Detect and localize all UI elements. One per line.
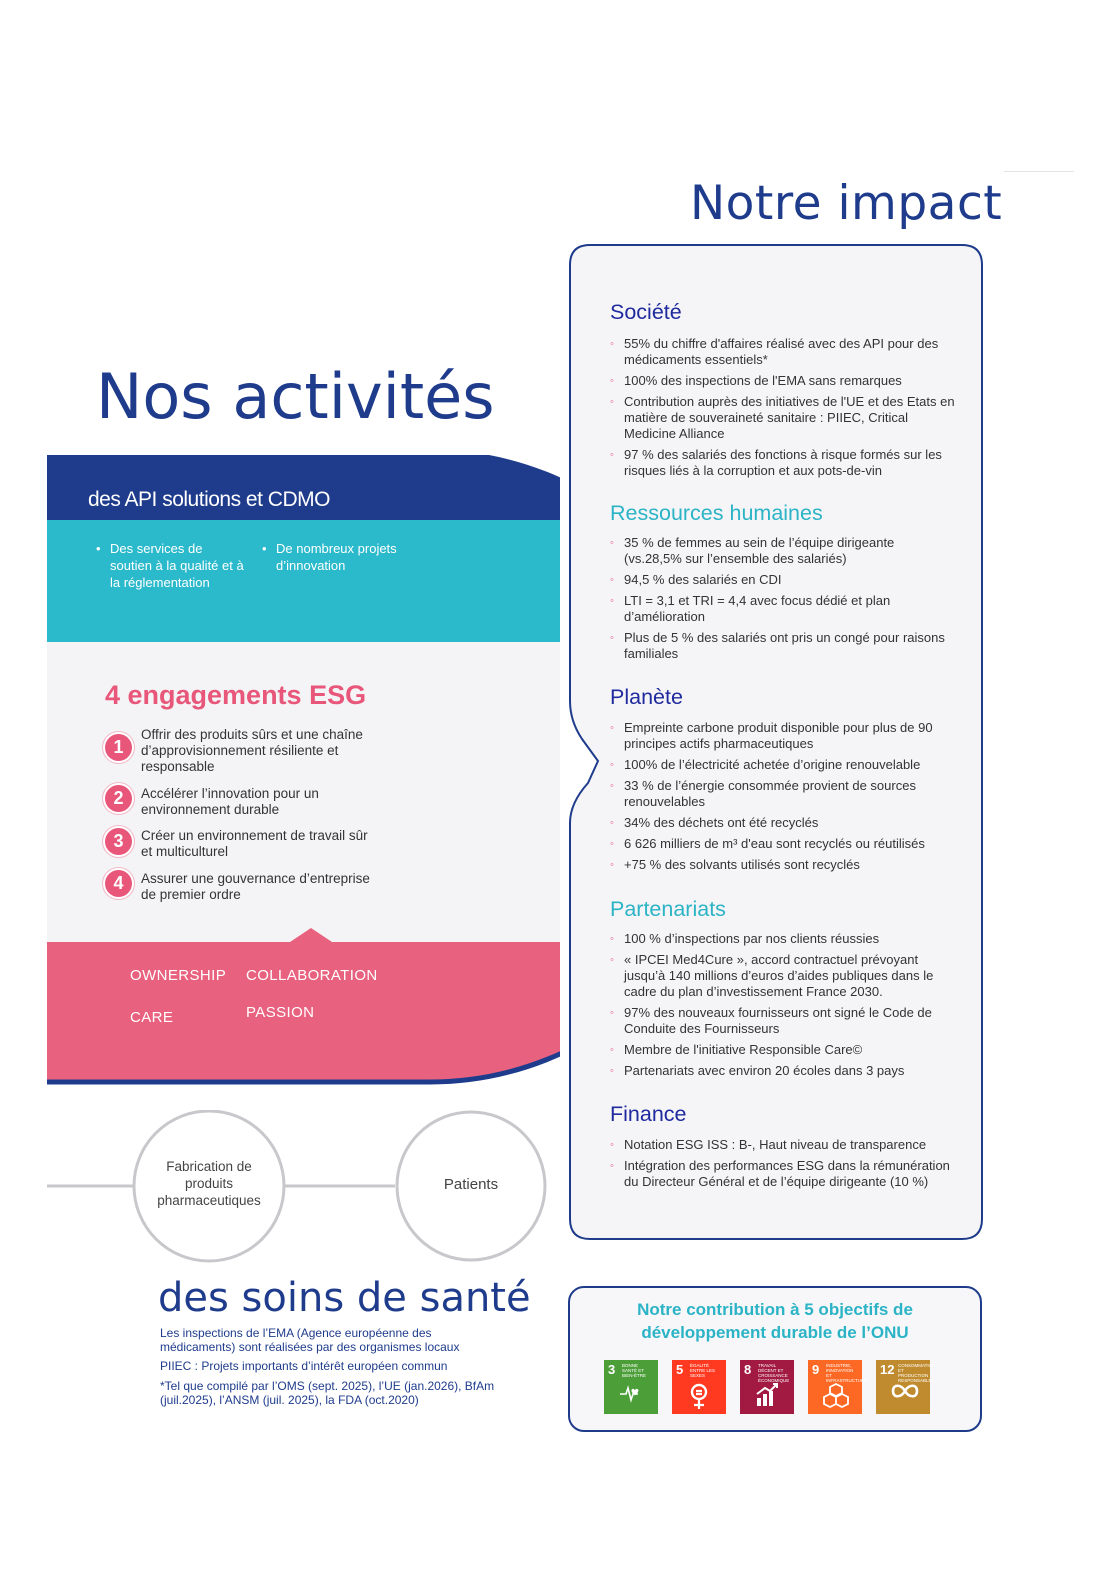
footnote: *Tel que compilé par l’OMS (sept. 2025), l’UE (jan.2026), BfAm (juil.2025), l’ANSM (juil. 2025), la FDA (oct.2020) bbox=[160, 1379, 495, 1407]
heartbeat-icon bbox=[619, 1382, 645, 1404]
list-item: ◦ 6 626 milliers de m³ d'eau sont recyclés ou réutilisés bbox=[610, 836, 925, 851]
list-item: ◦ 100% de l’électricité achetée d’origine renouvelable bbox=[610, 757, 921, 772]
sdg-number: 3 bbox=[608, 1362, 616, 1377]
list-item: ◦ LTI = 3,1 et TRI = 4,4 avec focus dédié et plan d’amélioration bbox=[610, 593, 891, 624]
sdg-number: 12 bbox=[880, 1362, 895, 1377]
list-item: ◦ +75 % des solvants utilisés sont recyclés bbox=[610, 857, 860, 872]
service-item: • De nombreux projets d’innovation bbox=[262, 541, 397, 573]
bullet-icon: ◦ bbox=[610, 722, 614, 734]
growth-chart-icon bbox=[755, 1382, 781, 1408]
bullet-icon: ◦ bbox=[610, 632, 614, 644]
value-collaboration: COLLABORATION bbox=[246, 967, 378, 984]
list-item: ◦ 55% du chiffre d'affaires réalisé avec des API pour des médicaments essentiels* bbox=[610, 336, 939, 367]
bullet-icon: ◦ bbox=[610, 1065, 614, 1077]
bullet-icon: ◦ bbox=[610, 1007, 614, 1019]
list-item: ◦ Empreinte carbone produit disponible pour plus de 90 principes actifs pharmaceutiques bbox=[610, 720, 933, 751]
bullet-icon: ◦ bbox=[610, 449, 614, 461]
bullet-icon: ◦ bbox=[610, 537, 614, 549]
commitment-text: Créer un environnement de travail sûr et multiculturel bbox=[141, 828, 368, 859]
sdg-goal-12 bbox=[876, 1360, 936, 1414]
chain-manufacturing-label: Fabrication de produits pharmaceutiques bbox=[157, 1159, 261, 1208]
list-item: ◦ Contribution auprès des initiatives de l'UE et des Etats en matière de souveraineté sanitaire : PIIEC, Critical Medicine Alliance bbox=[610, 394, 955, 441]
section-title-finance: Finance bbox=[610, 1102, 687, 1126]
activities-title: Nos activités bbox=[96, 360, 495, 433]
footnote: PIIEC : Projets importants d’intérêt européen commun bbox=[160, 1359, 448, 1373]
bullet-icon: • bbox=[262, 541, 267, 556]
sdg-goal-8 bbox=[740, 1360, 794, 1414]
list-item: ◦ 34% des déchets ont été recyclés bbox=[610, 815, 819, 830]
value-ownership: OWNERSHIP bbox=[130, 967, 227, 984]
service-item: • Des services de soutien à la qualité et à la réglementation bbox=[96, 541, 244, 590]
sdg-label: TRAVAIL DÉCENT ET CROISSANCE ÉCONOMIQUE bbox=[758, 1363, 790, 1383]
section-title-societe: Société bbox=[610, 300, 682, 324]
sdg-number: 8 bbox=[744, 1362, 752, 1377]
list-item: ◦ Notation ESG ISS : B-, Haut niveau de transparence bbox=[610, 1137, 927, 1152]
sdg-title-line: Notre contribution à 5 objectifs de bbox=[637, 1300, 913, 1319]
value-passion: PASSION bbox=[246, 1004, 315, 1021]
sdg-goal-5 bbox=[672, 1360, 726, 1414]
sdg-title bbox=[568, 1298, 982, 1344]
sdg-label: CONSOMMATION ET PRODUCTION RESPONSABLES bbox=[898, 1363, 936, 1383]
bullet-icon: ◦ bbox=[610, 759, 614, 771]
number-badge: 1 bbox=[105, 734, 132, 761]
list-item: ◦ 97% des nouveaux fournisseurs ont signé le Code de Conduite des Fournisseurs bbox=[610, 1005, 932, 1036]
sdg-title-line: développement durable de l’ONU bbox=[641, 1323, 909, 1342]
list-item: ◦ 94,5 % des salariés en CDI bbox=[610, 572, 782, 587]
number-badge: 2 bbox=[105, 785, 132, 812]
chain-patients-label: Patients bbox=[443, 1176, 499, 1193]
esg-title: 4 engagements ESG bbox=[105, 680, 367, 710]
societe-list bbox=[610, 336, 955, 484]
bullet-icon: ◦ bbox=[610, 396, 614, 408]
list-item: ◦ Intégration des performances ESG dans la rémunération du Directeur Général et de l’équipe dirigeante (10 %) bbox=[610, 1158, 950, 1189]
planete-list bbox=[610, 720, 955, 878]
finance-list bbox=[610, 1137, 955, 1195]
commitment-text: Offrir des produits sûrs et une chaîne d’approvisionnement résiliente et responsable bbox=[141, 727, 363, 774]
partenariats-list bbox=[610, 931, 955, 1084]
rh-list bbox=[610, 535, 955, 667]
list-item: ◦ 33 % de l’énergie consommée provient de sources renouvelables bbox=[610, 778, 916, 809]
sdg-number: 5 bbox=[676, 1362, 684, 1377]
section-title-planete: Planète bbox=[610, 685, 683, 709]
list-item: ◦ 97 % des salariés des fonctions à risque formés sur les risques liés à la corruption et aux pots-de-vin bbox=[610, 447, 942, 478]
sdg-label: BONNE SANTÉ ET BIEN-ÊTRE bbox=[622, 1363, 647, 1378]
bullet-icon: ◦ bbox=[610, 954, 614, 966]
footnote: Les inspections de l’EMA (Agence européenne des médicaments) sont réalisées par des organismes locaux bbox=[160, 1326, 460, 1354]
sdg-label: ÉGALITÉ ENTRE LES SEXES bbox=[690, 1363, 716, 1378]
number-badge: 4 bbox=[105, 870, 132, 897]
bullet-icon: ◦ bbox=[610, 595, 614, 607]
list-item: ◦ Plus de 5 % des salariés ont pris un congé pour raisons familiales bbox=[610, 630, 945, 661]
bullet-icon: ◦ bbox=[610, 838, 614, 850]
number-badge: 3 bbox=[105, 828, 132, 855]
top-divider bbox=[1004, 171, 1074, 172]
list-item: ◦ 100 % d’inspections par nos clients réussies bbox=[610, 931, 880, 946]
bullet-icon: ◦ bbox=[610, 338, 614, 350]
bullet-icon: • bbox=[96, 541, 101, 556]
value-care: CARE bbox=[130, 1009, 174, 1026]
list-item: ◦ Membre de l'initiative Responsible Care© bbox=[610, 1042, 863, 1057]
impact-title: Notre impact bbox=[690, 176, 1003, 231]
bullet-icon: ◦ bbox=[610, 1160, 614, 1172]
bullet-icon: ◦ bbox=[610, 780, 614, 792]
bullet-icon: ◦ bbox=[610, 817, 614, 829]
section-title-rh: Ressources humaines bbox=[610, 501, 823, 525]
sdg-goal-3 bbox=[604, 1360, 658, 1414]
list-item: ◦ Partenariats avec environ 20 écoles dans 3 pays bbox=[610, 1063, 905, 1078]
bullet-icon: ◦ bbox=[610, 1044, 614, 1056]
sdg-goal-9 bbox=[808, 1360, 868, 1414]
sdg-number: 9 bbox=[812, 1362, 820, 1377]
list-item: ◦ 35 % de femmes au sein de l’équipe dirigeante (vs.28,5% sur l’ensemble des salariés) bbox=[610, 535, 895, 566]
section-title-partenariats: Partenariats bbox=[610, 897, 726, 921]
bullet-icon: ◦ bbox=[610, 574, 614, 586]
bullet-icon: ◦ bbox=[610, 859, 614, 871]
band-title: des API solutions et CDMO bbox=[88, 488, 330, 511]
commitment-text: Assurer une gouvernance d’entreprise de premier ordre bbox=[141, 871, 370, 902]
list-item: ◦ 100% des inspections de l'EMA sans remarques bbox=[610, 373, 902, 388]
gender-equality-icon bbox=[687, 1382, 713, 1410]
bullet-icon: ◦ bbox=[610, 1139, 614, 1151]
commitment-text: Accélérer l’innovation pour un environnement durable bbox=[141, 786, 319, 817]
sdg-label: INDUSTRIE, INNOVATION ET INFRASTRUCTURE bbox=[826, 1363, 868, 1383]
healthcare-title: des soins de santé bbox=[158, 1275, 531, 1321]
bullet-icon: ◦ bbox=[610, 933, 614, 945]
list-item: ◦ « IPCEI Med4Cure », accord contractuel prévoyant jusqu’à 140 millions d’euros d’aides publiques dans le cadre du plan d’investissement France 2030. bbox=[610, 952, 934, 999]
infinity-icon bbox=[891, 1382, 919, 1400]
bullet-icon: ◦ bbox=[610, 375, 614, 387]
cubes-icon bbox=[823, 1382, 849, 1408]
